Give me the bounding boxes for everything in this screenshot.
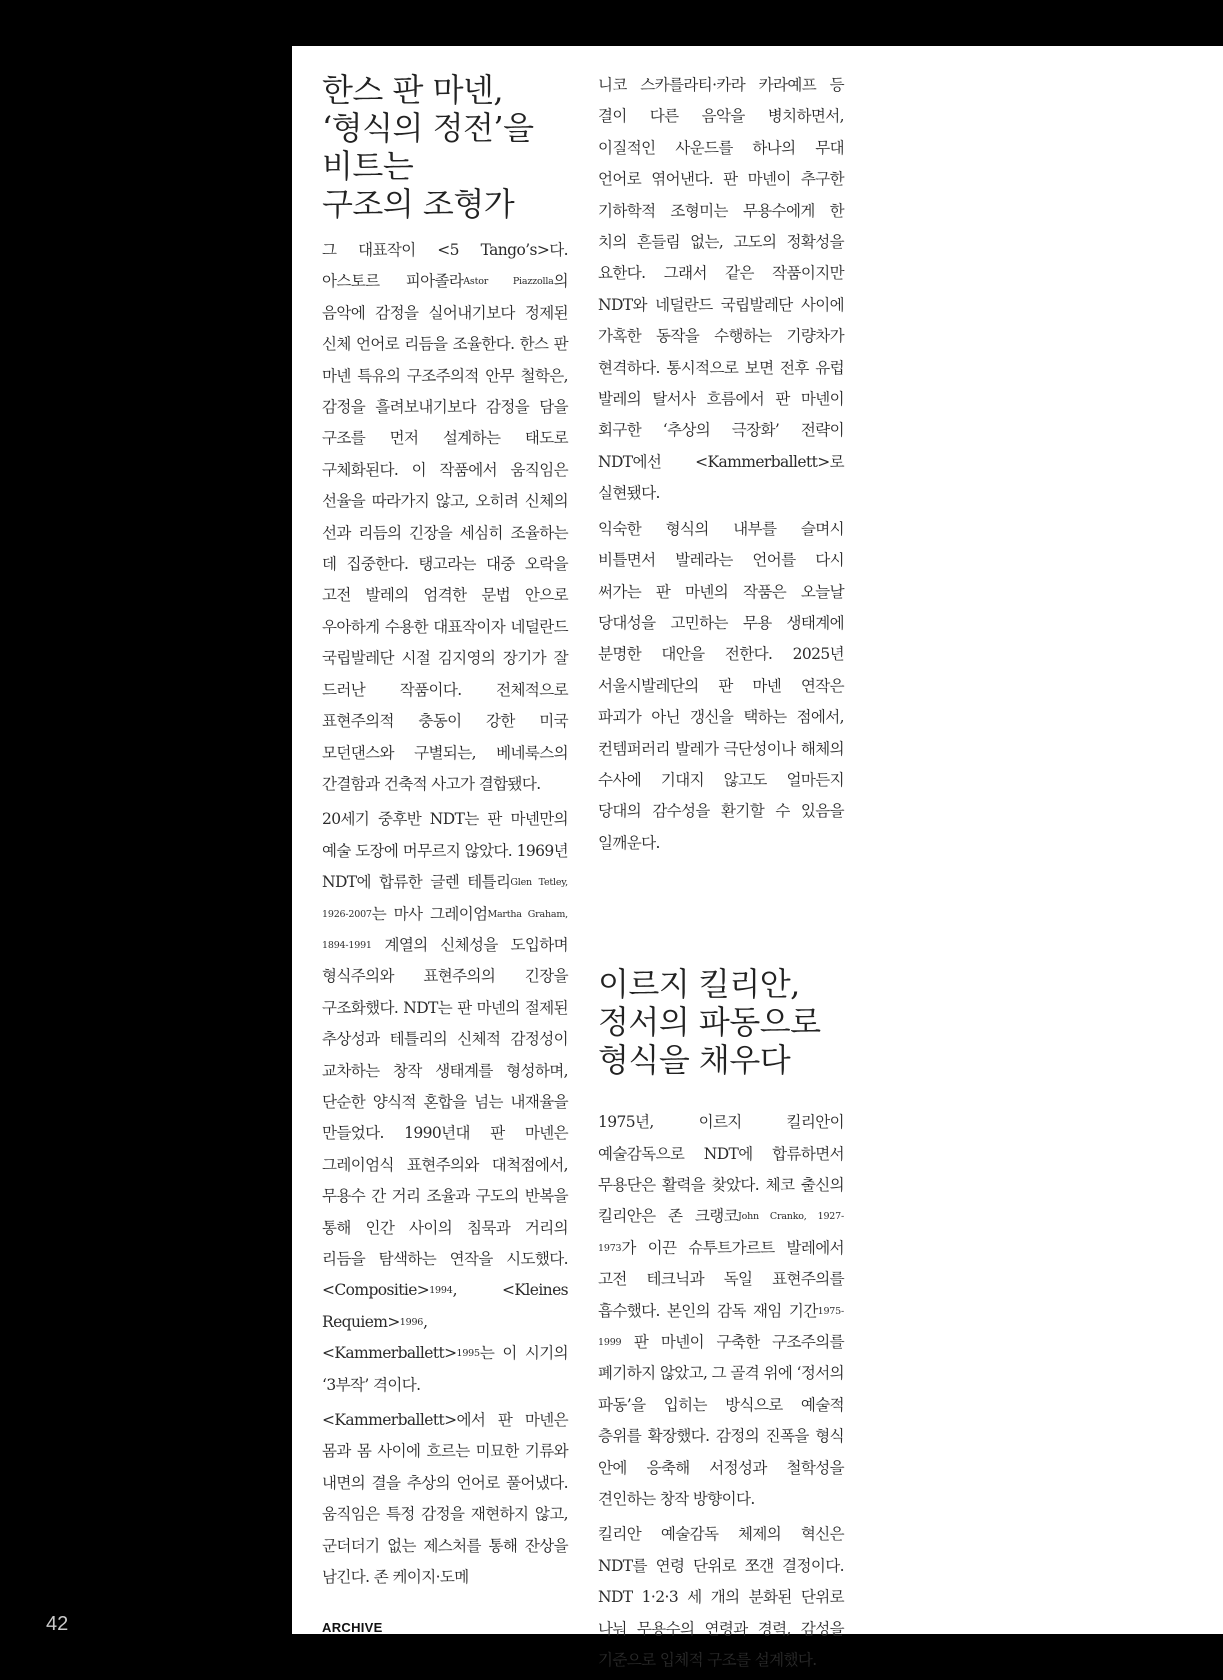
heading-van-manen: 한스 판 마넨, ‘형식의 정전’을 비트는 구조의 조형가 [322,71,534,223]
left-column [322,46,568,1597]
year-note: 1994 [429,1285,453,1297]
paragraph: 익숙한 형식의 내부를 슬며시 비틀면서 발레라는 언어를 다시 써가는 판 마넨의 작품은 오늘날 당대성을 고민하는 무용 생태계에 분명한 대안을 전한다. 2025년 서울시발레단의 판 마넨 연작은 파괴가 아닌 갱신을 택하는 점에서, 컨템퍼러리 발레가 극단성이나 해체의 수사에 기대지 않고도 얼마든지 당대의 감수성을 환기할 수 있음을 일깨운다. [598,519,844,852]
footnote-name: Astor Piazzolla [463,276,554,288]
paragraph: 킬리안 예술감독 체제의 혁신은 NDT를 연령 단위로 쪼갠 결정이다. NDT 1·2·3 세 개의 분화된 단위로 나눠 무용수의 연령과 경력, 감성을 기준으로 입체적 구조를 설계했다. [598,1525,844,1670]
section-label: ARCHIVE [322,1620,383,1635]
footnote-name: 1975-1999 [598,1305,844,1348]
year-note: 1996 [399,1316,424,1328]
paragraph: <Kammerballett>에서 판 마넨은 몸과 몸 사이에 흐르는 미묘한 기류와 내면의 결을 추상의 언어로 풀어냈다. 움직임은 특정 감정을 재현하지 않고, 군더더기 없는 제스처를 통해 잔상을 남긴다. 존 케이지·도메 [322,1411,568,1587]
right-column [598,46,844,1680]
year-note: 1995 [456,1348,480,1360]
footnote-name: Glen Tetley, 1926-2007 [322,877,568,920]
magazine-page [292,46,1223,1670]
footnote-name: John Cranko, 1927-1973 [598,1211,844,1254]
paragraph: 1975년, 이르지 킬리안이 예술감독으로 NDT에 합류하면서 무용단은 활력을 찾았다. 체코 출신의 킬리안은 존 크랭코John Cranko, 1927-1973가 이끈 슈투트가르트 발레에서 고전 테크닉과 독일 표현주의를 흡수했다. 본인의 감독 재임 기간1975-1999 판 마넨이 구축한 구조주의를 폐기하지 않았고, 그 골격 위에 ‘정서의 파동’을 입히는 방식으로 예술적 층위를 확장했다. 감정의 진폭을 형식 안에 응축해 서정성과 철학성을 견인하는 창작 방향이다. [598,1113,844,1509]
page-number: 42 [46,1613,69,1635]
footnote-name: Martha Graham, 1894-1991 [322,908,568,951]
paragraph: 니코 스카를라티·카라 카라예프 등 결이 다른 음악을 병치하면서, 이질적인 사운드를 하나의 무대 언어로 엮어낸다. 판 마넨이 추구한 기하학적 조형미는 무용수에게 한 치의 흔들림 없는, 고도의 정확성을 요한다. 그래서 같은 작품이지만 NDT와 네덜란드 국립발레단 사이에 가혹한 동작을 수행하는 기량차가 현격하다. 통시적으로 보면 전후 유럽 발레의 탈서사 흐름에서 판 마넨이 회구한 ‘추상의 극장화’ 전략이 NDT에선 <Kammerballett>로 실현됐다. [598,76,844,503]
paragraph: 20세기 중후반 NDT는 판 마넨만의 예술 도장에 머무르지 않았다. 1969년 NDT에 합류한 글렌 테틀리Glen Tetley, 1926-2007는 마사 그레이엄Martha Graham, 1894-1991 계열의 신체성을 도입하며 형식주의와 표현주의의 긴장을 구조화했다. NDT는 판 마넨의 절제된 추상성과 테틀리의 신체적 감정성이 교차하는 창작 생태계를 형성하며, 단순한 양식적 혼합을 넘는 내재율을 만들었다. 1990년대 판 마넨은 그레이엄식 표현주의와 대척점에서, 무용수 간 거리 조율과 구도의 반복을 통해 인간 사이의 침묵과 거리의 리듬을 탐색하는 연작을 시도했다. <Compositie>$^{1994}$, <Kleines Requiem>$^{1996}$, <Kammerballett>$^{1995}$는 이 시기의 ‘3부작’ 격이다. [322,810,568,1394]
paragraph: 그 대표작이 <5 Tango’s>다. 아스토르 피아졸라Astor Piazzolla의 음악에 감정을 실어내기보다 정제된 신체 언어로 리듬을 조율한다. 한스 판 마넨 특유의 구조주의적 안무 철학은, 감정을 흘려보내기보다 감정을 담을 구조를 먼저 설계하는 태도로 구체화된다. 이 작품에서 움직임은 선율을 따라가지 않고, 오히려 신체의 선과 리듬의 긴장을 세심히 조율하는 데 집중한다. 탱고라는 대중 오락을 고전 발레의 엄격한 문법 안으로 우아하게 수용한 대표작이자 네덜란드 국립발레단 시절 김지영의 장기가 잘 드러난 작품이다. 전체적으로 표현주의적 충동이 강한 미국 모던댄스와 구별되는, 베네룩스의 간결함과 건축적 사고가 결합됐다. [322,241,568,793]
heading-kylian: 이르지 킬리안, 정서의 파동으로 형식을 채우다 [598,965,821,1080]
